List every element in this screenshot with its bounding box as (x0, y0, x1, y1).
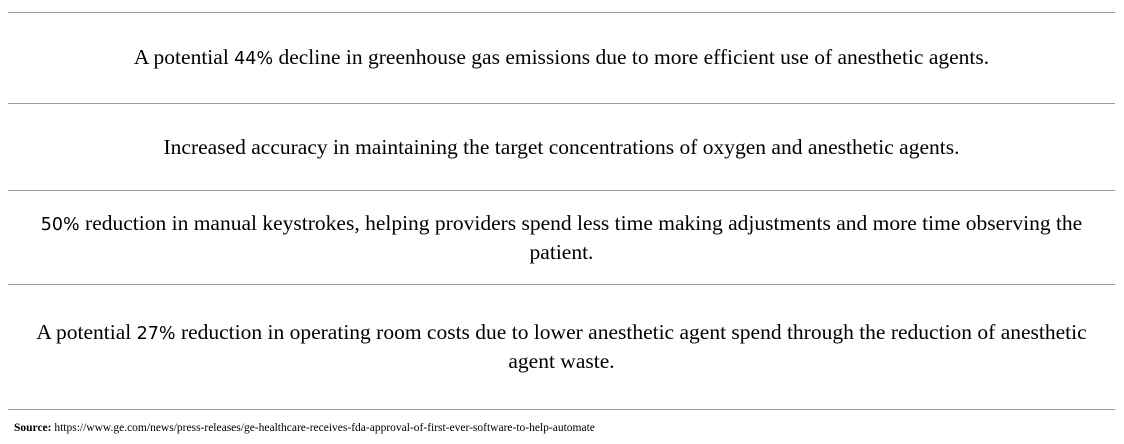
source-note (14, 421, 595, 435)
benefit-row-emissions (8, 13, 1115, 103)
benefit-prefix: A potential (36, 320, 137, 344)
benefit-row-costs (8, 285, 1115, 409)
benefit-row-keystrokes (8, 191, 1115, 284)
benefit-text (150, 134, 974, 161)
source-url[interactable]: https://www.ge.com/news/press-releases/ge-healthcare-receives-fda-approval-of-first-ever-software-to-help-automate (54, 422, 595, 434)
benefit-text (8, 210, 1115, 266)
source-label: Source: (14, 422, 52, 434)
benefit-row-accuracy (8, 104, 1115, 190)
benefit-suffix: decline in greenhouse gas emissions due to more efficient use of anesthetic agents. (273, 44, 990, 69)
divider-bottom (8, 409, 1115, 410)
benefit-suffix: reduction in manual keystrokes, helping providers spend less time making adjustments and more time observing the patient. (79, 210, 1083, 264)
benefit-text (120, 44, 1003, 73)
benefit-prefix: A potential (133, 44, 235, 69)
benefit-suffix: reduction in operating room costs due to lower anesthetic agent spend through the reduction of anesthetic agent waste. (175, 320, 1087, 373)
benefit-number: 50% (40, 214, 80, 235)
benefit-number: 44% (234, 48, 274, 69)
benefit-number: 27% (136, 324, 176, 344)
benefit-text (8, 319, 1115, 375)
benefit-prefix: Increased accuracy in maintaining the target concentrations of oxygen and anesthetic agents. (163, 134, 960, 159)
